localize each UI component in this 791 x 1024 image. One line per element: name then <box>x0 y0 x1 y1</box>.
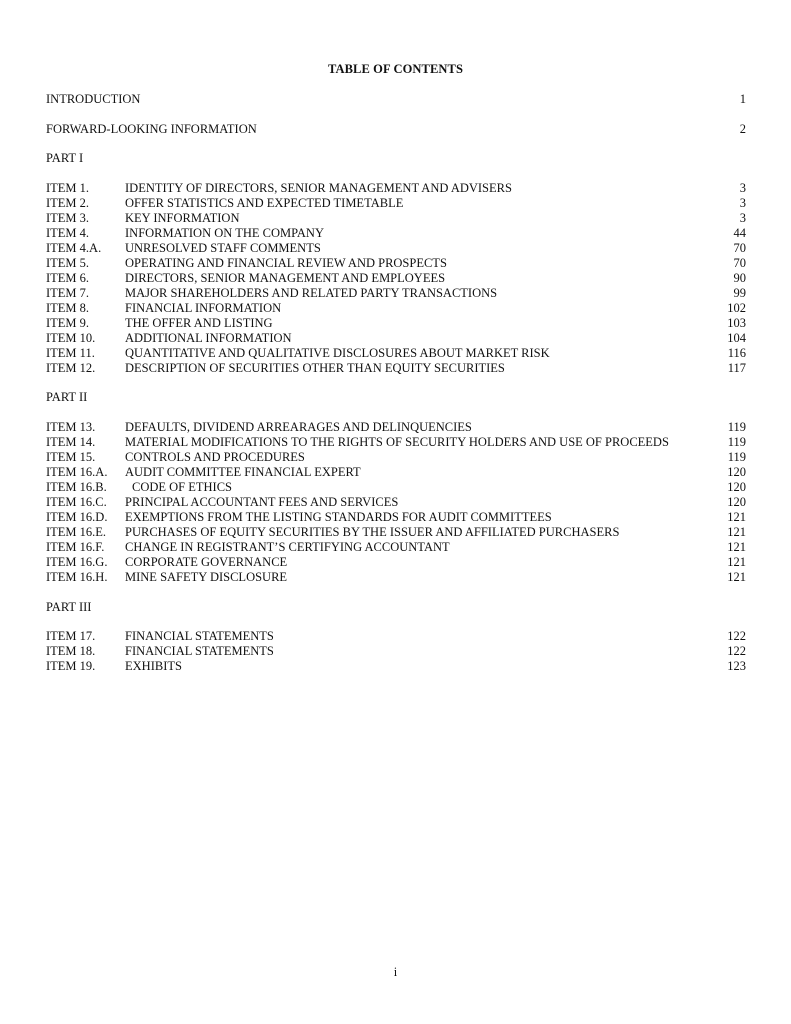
item-page: 44 <box>733 225 746 240</box>
item-page: 117 <box>727 360 746 375</box>
toc-entry-label: FORWARD-LOOKING INFORMATION <box>46 121 257 136</box>
item-number: ITEM 14. <box>46 434 96 449</box>
item-number: ITEM 16.A. <box>46 464 108 479</box>
toc-item-row[interactable] <box>46 211 746 226</box>
item-page: 99 <box>733 285 746 300</box>
toc-item-row[interactable] <box>46 629 746 644</box>
item-number: ITEM 13. <box>46 419 96 434</box>
item-number: ITEM 9. <box>46 315 90 330</box>
item-number: ITEM 15. <box>46 449 96 464</box>
page-title: TABLE OF CONTENTS <box>327 62 464 76</box>
toc-item-row[interactable] <box>46 555 746 570</box>
part-heading-part-3 <box>46 600 746 615</box>
item-page: 122 <box>727 644 746 659</box>
item-page: 122 <box>727 629 746 644</box>
part-heading-part-2 <box>46 390 746 405</box>
item-title: PRINCIPAL ACCOUNTANT FEES AND SERVICES <box>125 494 399 509</box>
toc-item-row[interactable] <box>46 570 746 585</box>
part-heading-part-1 <box>46 151 746 166</box>
item-title: CONTROLS AND PROCEDURES <box>125 449 305 464</box>
item-number: ITEM 16.G. <box>46 554 108 569</box>
toc-item-row[interactable] <box>46 465 746 480</box>
item-page: 104 <box>727 330 746 345</box>
item-page: 102 <box>727 300 746 315</box>
page-footer-number: i <box>393 965 398 979</box>
toc-item-row[interactable] <box>46 480 746 495</box>
toc-item-row[interactable] <box>46 316 746 331</box>
toc-item-row[interactable] <box>46 495 746 510</box>
item-title: IDENTITY OF DIRECTORS, SENIOR MANAGEMENT AND ADVISERS <box>125 180 512 195</box>
toc-item-row[interactable] <box>46 659 746 674</box>
toc-item-row[interactable] <box>46 525 746 540</box>
item-number: ITEM 8. <box>46 300 90 315</box>
item-title: DEFAULTS, DIVIDEND ARREARAGES AND DELINQUENCIES <box>125 419 472 434</box>
item-title: MAJOR SHAREHOLDERS AND RELATED PARTY TRANSACTIONS <box>125 285 498 300</box>
toc-item-row[interactable] <box>46 331 746 346</box>
toc-item-row[interactable] <box>46 271 746 286</box>
toc-item-row[interactable] <box>46 226 746 241</box>
toc-item-row[interactable] <box>46 435 746 450</box>
item-title: MINE SAFETY DISCLOSURE <box>125 569 288 584</box>
item-title: DIRECTORS, SENIOR MANAGEMENT AND EMPLOYEES <box>125 270 446 285</box>
item-title: QUANTITATIVE AND QUALITATIVE DISCLOSURES ABOUT MARKET RISK <box>125 345 550 360</box>
item-number: ITEM 7. <box>46 285 90 300</box>
item-number: ITEM 2. <box>46 195 90 210</box>
item-page: 3 <box>739 195 746 210</box>
item-page: 70 <box>733 240 746 255</box>
table-of-contents <box>46 92 746 674</box>
item-title: AUDIT COMMITTEE FINANCIAL EXPERT <box>125 464 361 479</box>
item-page: 121 <box>727 524 746 539</box>
toc-item-row[interactable] <box>46 420 746 435</box>
item-number: ITEM 16.E. <box>46 524 107 539</box>
item-page: 119 <box>727 434 746 449</box>
toc-item-row[interactable] <box>46 346 746 361</box>
item-title: FINANCIAL STATEMENTS <box>125 629 274 644</box>
item-number: ITEM 16.B. <box>46 479 107 494</box>
item-title: UNRESOLVED STAFF COMMENTS <box>125 240 321 255</box>
part-heading: PART III <box>46 599 92 614</box>
item-page: 116 <box>727 345 746 360</box>
toc-entry-introduction[interactable] <box>46 92 746 107</box>
item-number: ITEM 4.A. <box>46 240 102 255</box>
toc-page-number: 1 <box>739 92 746 106</box>
toc-item-row[interactable] <box>46 540 746 555</box>
item-page: 3 <box>739 210 746 225</box>
item-title: CHANGE IN REGISTRANT’S CERTIFYING ACCOUNTANT <box>125 539 450 554</box>
item-page: 119 <box>727 449 746 464</box>
item-number: ITEM 18. <box>46 644 96 659</box>
item-title: CORPORATE GOVERNANCE <box>125 554 288 569</box>
item-title: EXHIBITS <box>125 659 182 674</box>
item-page: 121 <box>727 539 746 554</box>
item-page: 121 <box>727 509 746 524</box>
item-title: FINANCIAL STATEMENTS <box>125 644 274 659</box>
item-page: 121 <box>727 554 746 569</box>
item-number: ITEM 1. <box>46 180 90 195</box>
item-title: MATERIAL MODIFICATIONS TO THE RIGHTS OF SECURITY HOLDERS AND USE OF PROCEEDS <box>125 434 669 449</box>
item-number: ITEM 10. <box>46 330 96 345</box>
item-page: 103 <box>727 315 746 330</box>
toc-item-row[interactable] <box>46 241 746 256</box>
item-title: EXEMPTIONS FROM THE LISTING STANDARDS FOR AUDIT COMMITTEES <box>125 509 552 524</box>
toc-entry-forward-looking[interactable] <box>46 122 746 137</box>
item-title: ADDITIONAL INFORMATION <box>125 330 292 345</box>
item-number: ITEM 12. <box>46 360 96 375</box>
item-title: PURCHASES OF EQUITY SECURITIES BY THE ISSUER AND AFFILIATED PURCHASERS <box>125 524 620 539</box>
toc-item-row[interactable] <box>46 181 746 196</box>
item-title: FINANCIAL INFORMATION <box>125 300 282 315</box>
item-title: OFFER STATISTICS AND EXPECTED TIMETABLE <box>125 195 404 210</box>
part-heading: PART I <box>46 151 84 166</box>
toc-page-number: 2 <box>739 121 746 136</box>
item-title: THE OFFER AND LISTING <box>125 315 273 330</box>
part-heading: PART II <box>46 390 88 405</box>
item-number: ITEM 4. <box>46 225 90 240</box>
item-number: ITEM 17. <box>46 629 96 644</box>
item-page: 120 <box>727 494 746 509</box>
toc-item-row[interactable] <box>46 286 746 301</box>
item-number: ITEM 6. <box>46 270 90 285</box>
item-page: 120 <box>727 464 746 479</box>
toc-item-row[interactable] <box>46 256 746 271</box>
toc-entry-label: INTRODUCTION <box>46 92 141 106</box>
item-page: 70 <box>733 255 746 270</box>
toc-item-row[interactable] <box>46 196 746 211</box>
item-title: OPERATING AND FINANCIAL REVIEW AND PROSPECTS <box>125 255 447 270</box>
item-number: ITEM 16.D. <box>46 509 108 524</box>
item-title: DESCRIPTION OF SECURITIES OTHER THAN EQUITY SECURITIES <box>125 360 505 375</box>
item-page: 3 <box>739 180 746 195</box>
item-title: INFORMATION ON THE COMPANY <box>125 225 324 240</box>
item-number: ITEM 3. <box>46 210 90 225</box>
toc-item-row[interactable] <box>46 301 746 316</box>
item-number: ITEM 5. <box>46 255 90 270</box>
item-number: ITEM 16.F. <box>46 539 105 554</box>
item-page: 120 <box>727 479 746 494</box>
item-page: 119 <box>727 419 746 434</box>
item-page: 121 <box>727 569 746 584</box>
item-number: ITEM 19. <box>46 659 96 674</box>
toc-item-row[interactable] <box>46 450 746 465</box>
item-number: ITEM 16.C. <box>46 494 107 509</box>
item-number: ITEM 11. <box>46 345 95 360</box>
item-title: KEY INFORMATION <box>125 210 240 225</box>
toc-item-row[interactable] <box>46 361 746 376</box>
item-number: ITEM 16.H. <box>46 569 108 584</box>
toc-item-row[interactable] <box>46 644 746 659</box>
item-page: 90 <box>733 270 746 285</box>
item-title: CODE OF ETHICS <box>132 479 233 494</box>
toc-item-row[interactable] <box>46 510 746 525</box>
item-page: 123 <box>727 659 746 674</box>
